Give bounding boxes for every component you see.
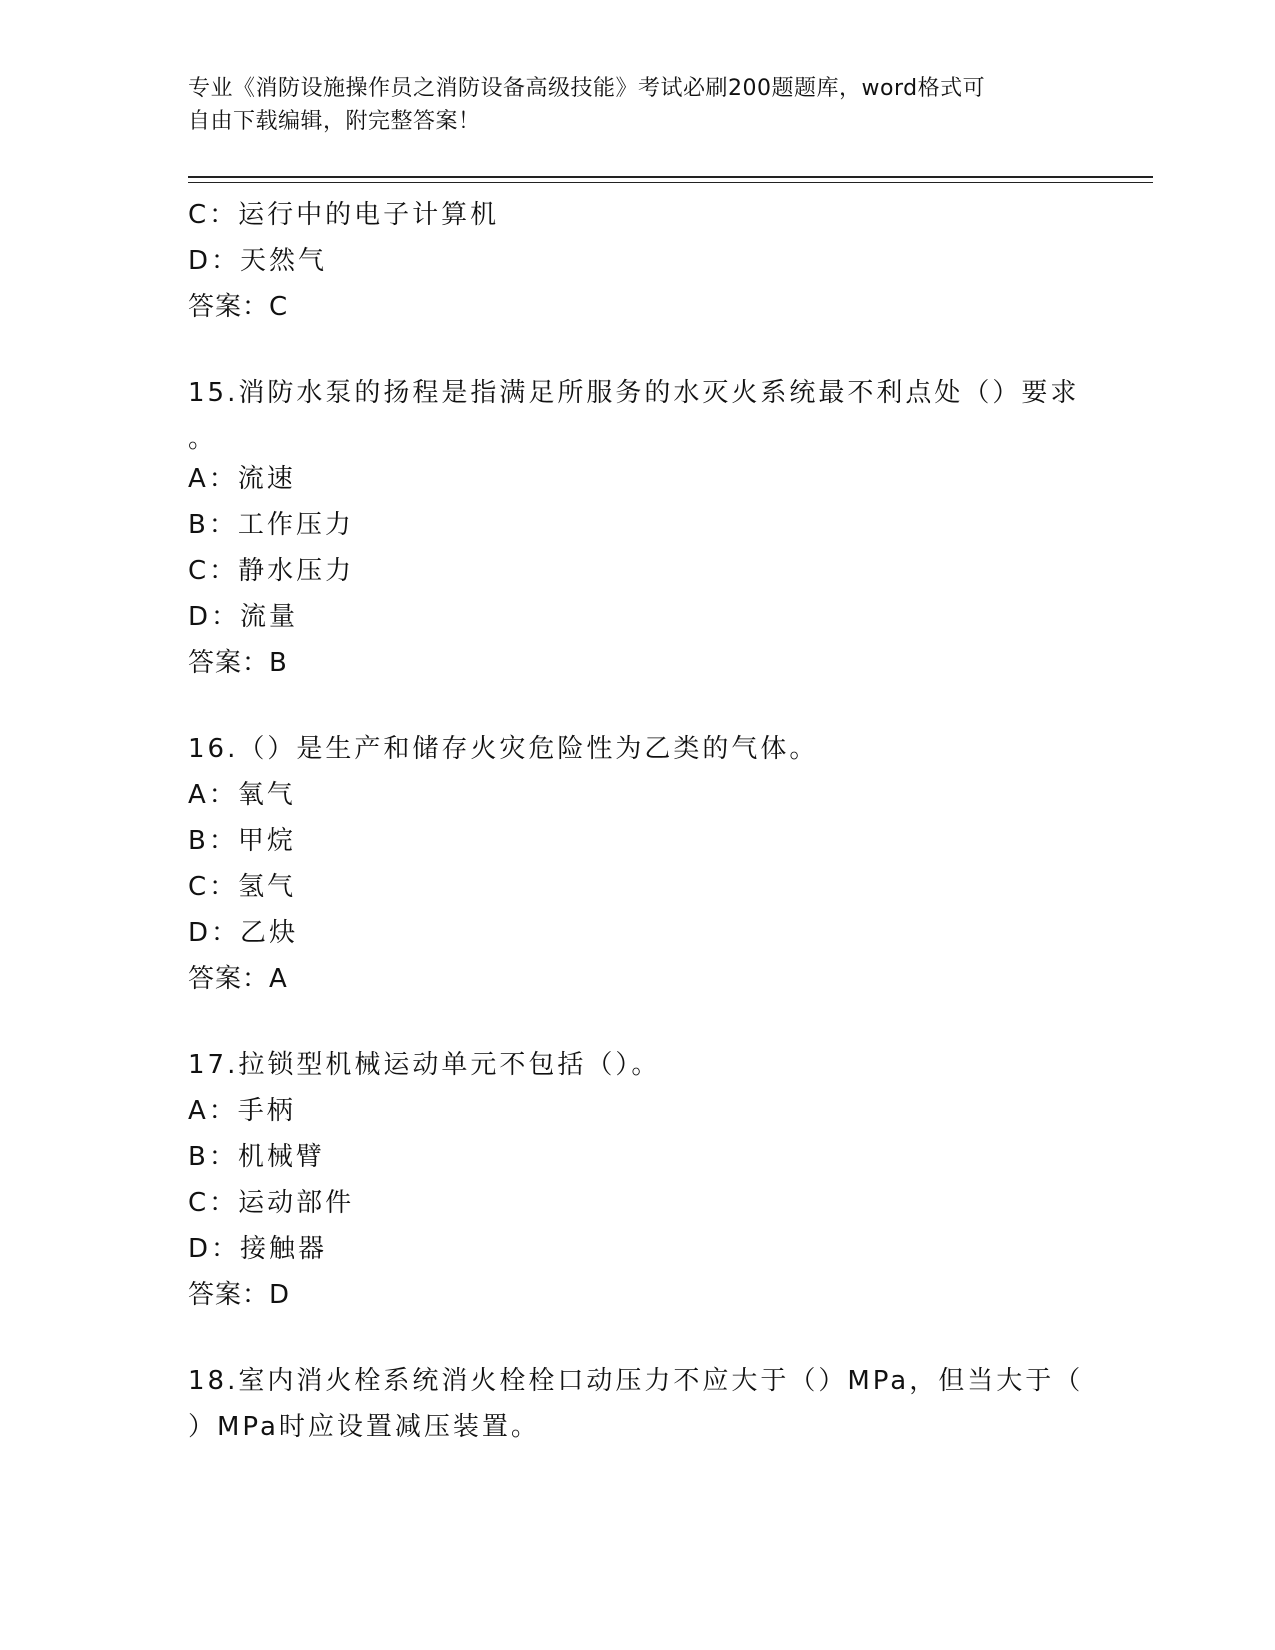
q17-option-b: B：机械臂 <box>188 1142 325 1172</box>
question-17-block <box>188 1042 1098 1318</box>
question-18-block <box>188 1358 1098 1450</box>
q15-answer: 答案：B <box>188 648 288 678</box>
question-16-block <box>188 726 1098 1002</box>
header-divider-thick <box>188 176 1153 178</box>
q17-option-d: D：接触器 <box>188 1234 328 1264</box>
q18-stem-line-1: 18.室内消火栓系统消火栓栓口动压力不应大于（）MPa，但当大于（ <box>188 1366 1084 1396</box>
q14-answer: 答案：C <box>188 292 289 322</box>
document-header <box>188 72 1088 138</box>
question-list <box>188 192 1098 1450</box>
q16-option-b: B：甲烷 <box>188 826 296 856</box>
q16-option-d: D：乙炔 <box>188 918 299 948</box>
q15-option-a: A：流速 <box>188 464 296 494</box>
q16-option-c: C：氢气 <box>188 872 297 902</box>
header-line-2: 自由下载编辑，附完整答案！ <box>188 109 481 134</box>
q15-option-d: D：流量 <box>188 602 299 632</box>
q17-option-a: A：手柄 <box>188 1096 296 1126</box>
header-line-1: 专业《消防设施操作员之消防设备高级技能》考试必刷200题题库，word格式可 <box>188 76 986 101</box>
q16-option-a: A：氧气 <box>188 780 296 810</box>
q17-option-c: C：运动部件 <box>188 1188 355 1218</box>
q15-stem-line-2: 。 <box>188 424 218 454</box>
q18-stem-line-2: ）MPa时应设置减压装置。 <box>188 1412 540 1442</box>
q16-stem: 16.（）是生产和储存火灾危险性为乙类的气体。 <box>188 734 819 764</box>
q16-answer: 答案：A <box>188 964 288 994</box>
q17-stem: 17.拉锁型机械运动单元不包括（）。 <box>188 1050 661 1080</box>
q15-option-b: B：工作压力 <box>188 510 354 540</box>
question-14-block <box>188 192 1098 330</box>
question-15-block <box>188 370 1098 686</box>
q14-option-d: D：天然气 <box>188 246 328 276</box>
q17-answer: 答案：D <box>188 1280 291 1310</box>
header-divider-thin <box>188 182 1153 183</box>
q15-stem-line-1: 15.消防水泵的扬程是指满足所服务的水灭火系统最不利点处（）要求 <box>188 378 1080 408</box>
q15-option-c: C：静水压力 <box>188 556 355 586</box>
q14-option-c: C：运行中的电子计算机 <box>188 200 500 230</box>
